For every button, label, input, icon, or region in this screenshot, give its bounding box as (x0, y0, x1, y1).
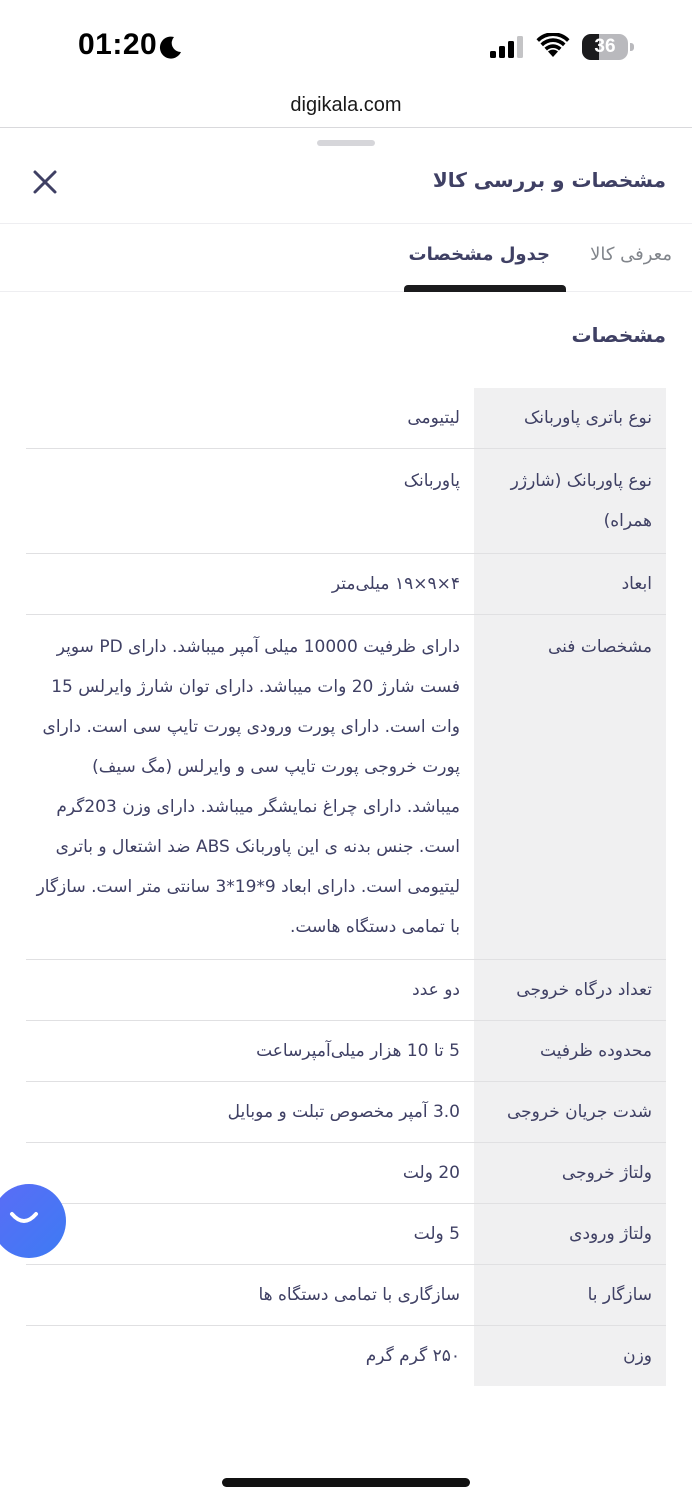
spec-row (26, 1021, 666, 1082)
spec-value: ۴×۹×۱۹ میلی‌متر (331, 574, 460, 594)
home-indicator[interactable] (222, 1478, 470, 1487)
browser-url-bar[interactable] (0, 90, 692, 128)
spec-key: محدوده ظرفیت (474, 1021, 666, 1081)
section-title: مشخصات (571, 323, 666, 347)
spec-value: دارای ظرفیت 10000 میلی آمپر میباشد. دارای PD سوپر فست شارژ 20 وات میباشد. دارای توان شارژ وایرلس 15 وات است. دارای پورت ورودی پورت تایپ سی است. دارای پورت خروجی پورت تایپ سی و وایرلس (مگ سیف) میباشد. دارای چراغ نمایشگر میباشد. دارای وزن 203گرم است. جنس بدنه ی این پاوربانک ABS ضد اشتعال و باتری لیتیومی است. دارای ابعاد 9*19*3 سانتی متر است. سازگار با تمامی دستگاه هاست. (36, 637, 460, 937)
spec-row (26, 1326, 666, 1386)
spec-row (26, 615, 666, 960)
sheet-drag-handle[interactable] (317, 140, 375, 146)
spec-key: وزن (474, 1326, 666, 1386)
battery-cap (630, 43, 634, 51)
spec-key: مشخصات فنی (474, 615, 666, 959)
battery-level-text: 36 (594, 36, 616, 57)
spec-row (26, 960, 666, 1021)
close-icon[interactable] (30, 167, 60, 197)
sheet-title: مشخصات و بررسی کالا (432, 168, 666, 192)
spec-table (26, 388, 666, 1386)
battery-icon (582, 34, 634, 60)
spec-value: 5 تا 10 هزار میلی‌آمپرساعت (256, 1041, 460, 1061)
sheet-header (0, 150, 692, 224)
tab-product-intro[interactable]: معرفی کالا (590, 244, 672, 265)
battery-body (582, 34, 628, 60)
wifi-icon (536, 33, 570, 59)
spec-key: ولتاژ ورودی (474, 1204, 666, 1264)
spec-key: ولتاژ خروجی (474, 1143, 666, 1203)
spec-row (26, 1143, 666, 1204)
spec-value: لیتیومی (407, 408, 460, 428)
smile-icon (6, 1210, 42, 1230)
spec-value: 20 ولت (402, 1163, 460, 1183)
moon-icon (158, 34, 184, 60)
spec-value: 3.0 آمپر مخصوص تبلت و موبایل (227, 1102, 460, 1122)
spec-row (26, 554, 666, 615)
spec-value: دو عدد (412, 980, 460, 1000)
spec-key: نوع باتری پاوربانک (474, 388, 666, 448)
status-bar (0, 0, 692, 90)
url-text: digikala.com (290, 94, 402, 116)
spec-row (26, 1082, 666, 1143)
tab-spec-table[interactable]: جدول مشخصات (408, 244, 550, 265)
spec-value: ۲۵۰ گرم گرم (365, 1346, 460, 1366)
spec-value: 5 ولت (413, 1224, 460, 1244)
spec-value: سازگاری با تمامی دستگاه ها (258, 1285, 460, 1305)
spec-row (26, 1265, 666, 1326)
cellular-signal-icon (490, 36, 524, 58)
spec-key: شدت جریان خروجی (474, 1082, 666, 1142)
active-tab-indicator (404, 285, 566, 292)
spec-key: ابعاد (474, 554, 666, 614)
browser-divider (0, 127, 692, 128)
spec-row (26, 388, 666, 449)
spec-key: نوع پاوربانک (شارژر همراه) (474, 449, 666, 553)
status-time: 01:20 (78, 28, 158, 61)
tab-bar (0, 232, 692, 292)
spec-key: تعداد درگاه خروجی (474, 960, 666, 1020)
spec-value: پاوربانک (403, 471, 460, 491)
spec-key: سازگار با (474, 1265, 666, 1325)
spec-row (26, 1204, 666, 1265)
spec-row (26, 449, 666, 554)
